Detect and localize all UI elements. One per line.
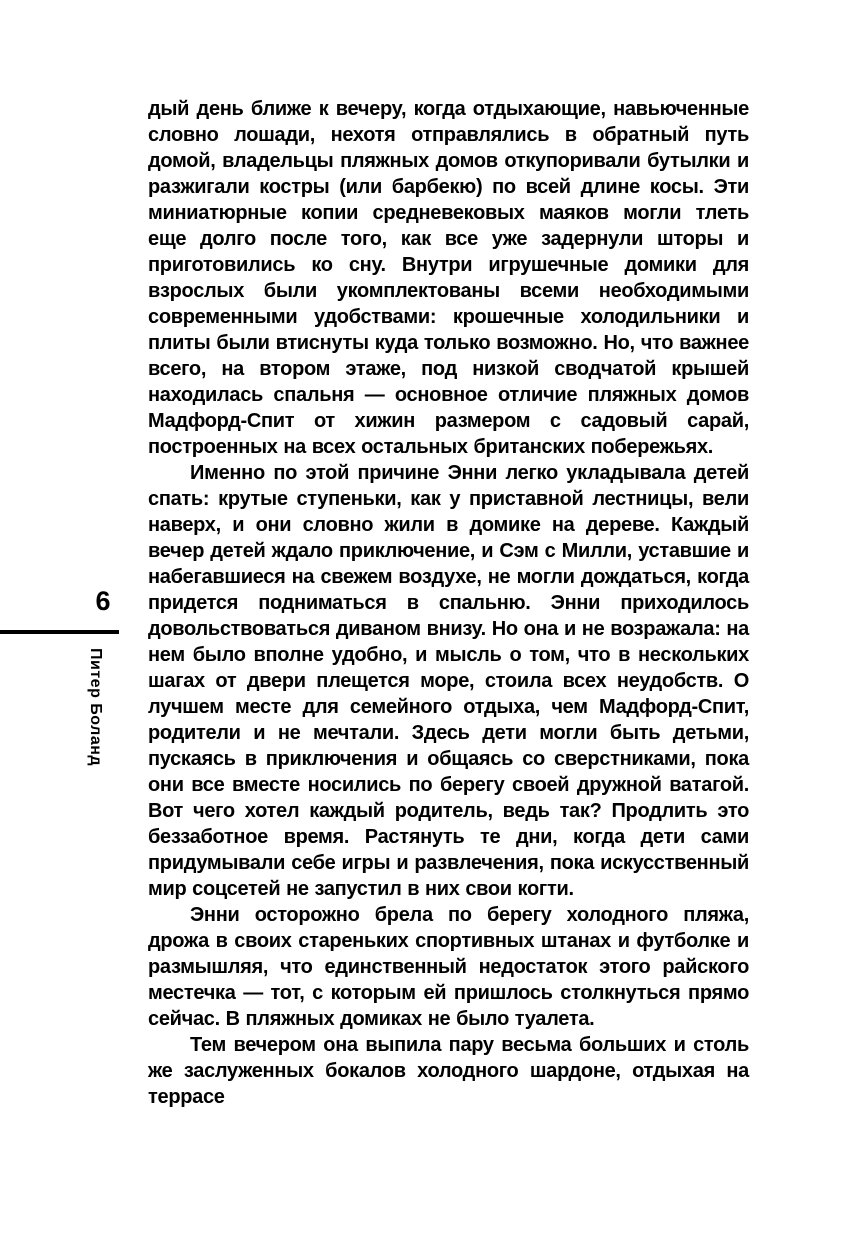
page-text	[148, 96, 749, 1110]
paragraph: дый день ближе к вечеру, когда отдыхающие, навьюченные словно лошади, нехотя отправлялись в обратный путь домой, владельцы пляжных домов откупоривали бутылки и разжигали костры (или барбекю) по всей длине косы. Эти миниатюрные копии средневековых маяков могли тлеть еще долго после того, как все уже задернули шторы и приготовились ко сну. Внутри игрушечные домики для взрослых были укомплектованы всеми необходимыми современными удобствами: крошечные холодильники и плиты были втиснуты куда только возможно. Но, что важнее всего, на втором этаже, под низкой сводчатой крышей находилась спальня — основное отличие пляжных домов Мадфорд-Спит от хижин размером с садовый сарай, построенных на всех остальных британских побережьях.	[148, 98, 749, 458]
paragraph: Энни осторожно брела по берегу холодного пляжа, дрожа в своих стареньких спортивных штанах и футболке и размышляя, что единственный недостаток этого райского местечка — тот, с которым ей пришлось столкнуться прямо сейчас. В пляжных домиках не было туалета.	[148, 904, 749, 1030]
paragraph: Именно по этой причине Энни легко укладывала детей спать: крутые ступеньки, как у приставной лестницы, вели наверх, и они словно жили в домике на дереве. Каждый вечер детей ждало приключение, и Сэм с Милли, уставшие и набегавшиеся на свежем воздухе, не могли дождаться, когда придется подниматься в спальню. Энни приходилось довольствоваться диваном внизу. Но она и не возражала: на нем было вполне удобно, и мысль о том, что в нескольких шагах от двери плещется море, стоила всех неудобств. О лучшем месте для семейного отдыха, чем Мадфорд-Спит, родители и не мечтали. Здесь дети могли быть детьми, пускаясь в приключения и общаясь со сверстниками, пока они все вместе носились по берегу своей дружной ватагой. Вот чего хотел каждый родитель, ведь так? Продлить это беззаботное время. Растянуть те дни, когда дети сами придумывали себе игры и развлечения, пока искусственный мир соцсетей не запустил в них свои когти.	[148, 462, 749, 900]
author-vertical-label: Питер Боланд	[87, 648, 104, 767]
margin-rule	[0, 630, 119, 634]
page-number: 6	[95, 586, 111, 616]
paragraph: Тем вечером она выпила пару весьма больших и столь же заслуженных бокалов холодного шардоне, отдыхая на террасе	[148, 1034, 749, 1108]
